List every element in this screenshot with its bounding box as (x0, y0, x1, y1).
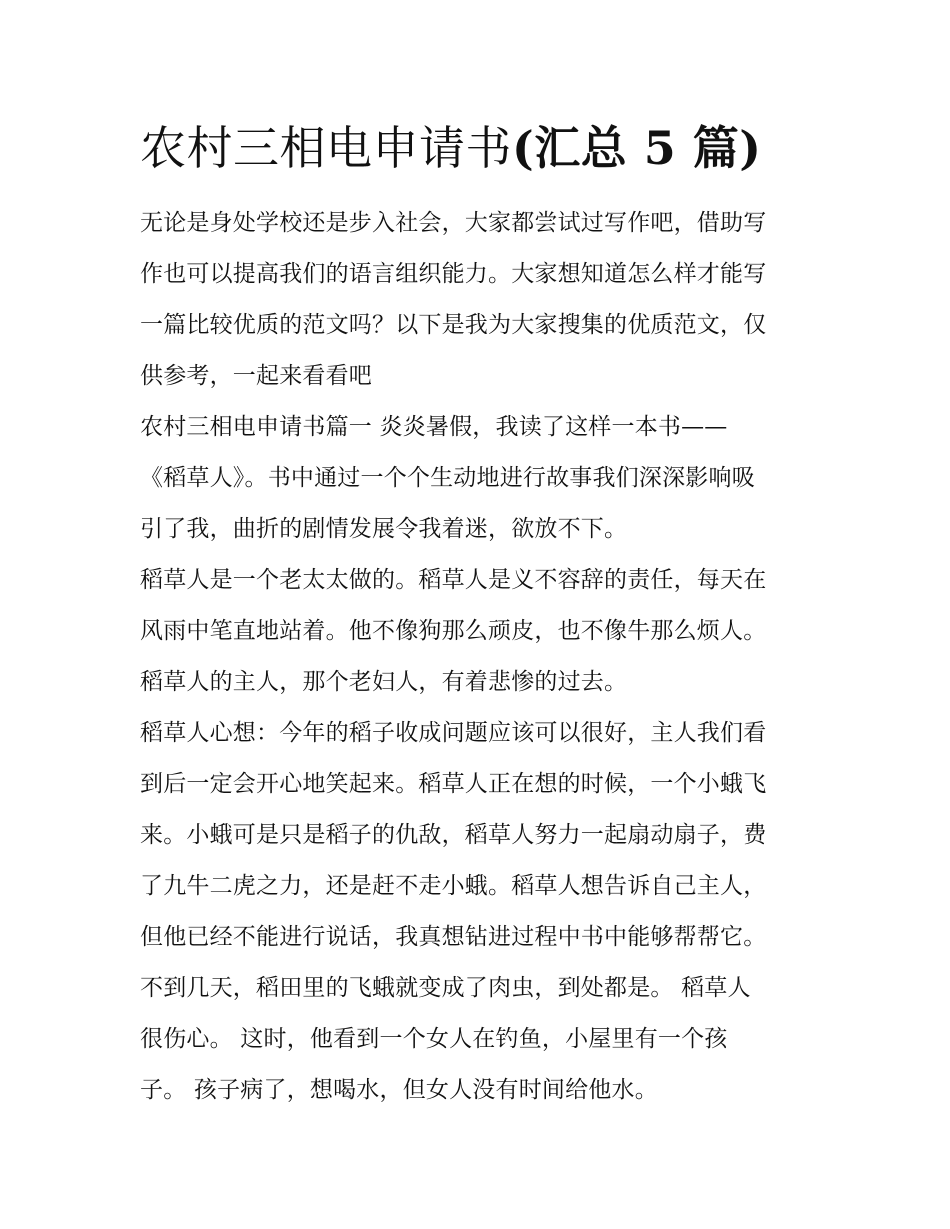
title-suffix: (汇总 5 篇) (512, 121, 762, 175)
text-line: 很伤心。 这时，他看到一个女人在钓鱼，小屋里有一个孩 (140, 1026, 728, 1052)
text-line: 《稻草人》。书中通过一个个生动地进行故事我们深深影响吸 (140, 465, 755, 491)
text-line: 一篇比较优质的范文吗？以下是我为大家搜集的优质范文，仅 (140, 312, 767, 338)
text-line: 无论是身处学校还是步入社会，大家都尝试过写作吧，借助写 (140, 210, 767, 236)
text-line: 农村三相电申请书篇一 炎炎暑假，我读了这样一本书—— (140, 414, 728, 440)
text-line: 不到几天，稻田里的飞蛾就变成了肉虫，到处都是。 稻草人 (140, 975, 751, 1001)
text-line: 来。小蛾可是只是稻子的仇敌，稻草人努力一起扇动扇子，费 (140, 822, 767, 848)
text-line: 到后一定会开心地笑起来。稻草人正在想的时候，一个小蛾飞 (140, 771, 767, 797)
text-line: 子。 孩子病了，想喝水，但女人没有时间给他水。 (140, 1077, 658, 1103)
text-line: 供参考，一起来看看吧 (140, 363, 372, 389)
text-line: 作也可以提高我们的语言组织能力。大家想知道怎么样才能写 (140, 261, 767, 287)
text-line: 稻草人心想：今年的稻子收成问题应该可以很好，主人我们看 (140, 720, 767, 746)
text-line: 风雨中笔直地站着。他不像狗那么顽皮，也不像牛那么烦人。 (140, 618, 767, 644)
document-body (140, 198, 812, 1116)
text-line: 稻草人的主人，那个老妇人，有着悲惨的过去。 (140, 669, 628, 695)
text-line: 引了我，曲折的剧情发展令我着迷，欲放不下。 (140, 516, 628, 542)
title-main: 农村三相电申请书 (140, 121, 512, 175)
text-line: 稻草人是一个老太太做的。稻草人是义不容辞的责任，每天在 (140, 567, 767, 593)
document-title (140, 118, 840, 178)
text-line: 了九牛二虎之力，还是赶不走小蛾。稻草人想告诉自己主人， (140, 873, 767, 899)
text-line: 但他已经不能进行说话，我真想钻进过程中书中能够帮帮它。 (140, 924, 767, 950)
